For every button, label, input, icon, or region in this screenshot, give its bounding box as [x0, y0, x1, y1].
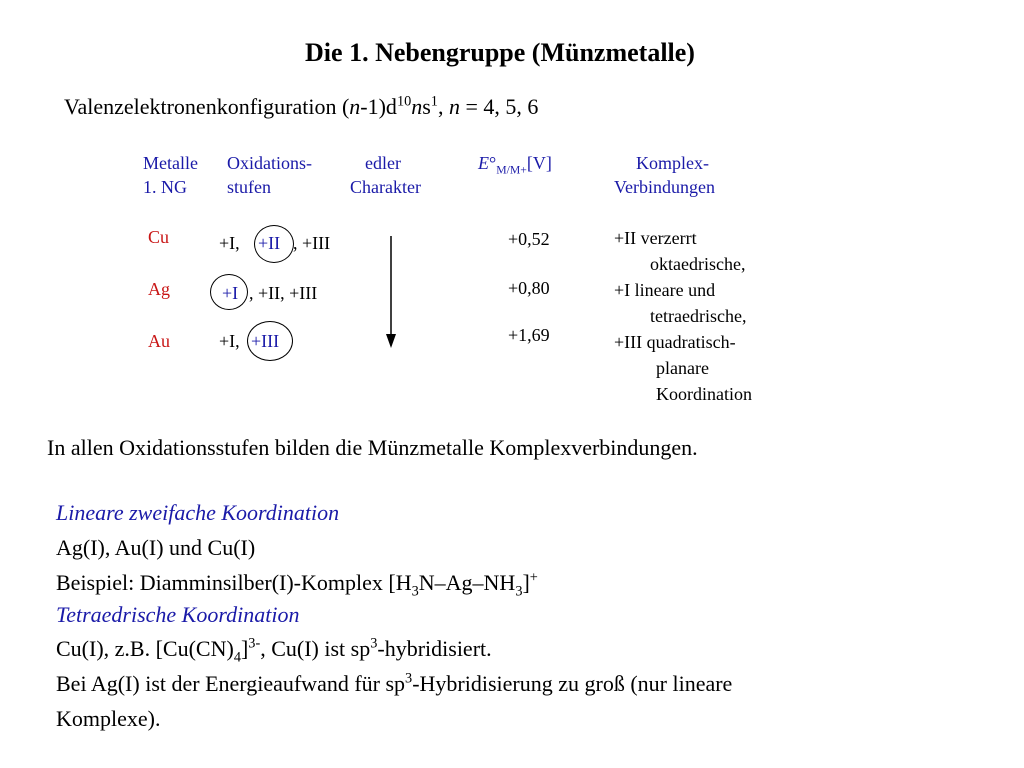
header-edler	[350, 151, 421, 199]
linear-heading: Lineare zweifache Koordination	[56, 500, 340, 525]
valence-sup2: 1	[430, 93, 438, 110]
linear-example	[56, 569, 538, 600]
complex-line-3: +I lineare und	[614, 280, 716, 300]
valence-n3: n	[448, 94, 460, 119]
linear-ex-sup: +	[529, 569, 538, 586]
valence-configuration	[64, 94, 538, 120]
header-potential-e: E	[478, 153, 489, 173]
ox-ag-circled: +I	[222, 283, 239, 303]
potential-ag: +0,80	[508, 278, 550, 298]
statement: In allen Oxidationsstufen bilden die Münzmetalle Komplexverbindungen.	[47, 435, 698, 460]
header-metalle-line2: 1. NG	[143, 177, 187, 197]
valence-n1: n	[349, 94, 361, 119]
header-edler-line2: Charakter	[350, 177, 421, 197]
down-arrow-icon	[382, 234, 402, 350]
header-potential	[478, 151, 552, 175]
linear-ex-close: ]	[522, 570, 530, 595]
linear-ex-sub1: 3	[411, 583, 419, 600]
ox-cu-pre: +I,	[219, 233, 240, 253]
valence-part3: ,	[437, 94, 449, 119]
linear-ex-mid: N–Ag–NH	[418, 570, 516, 595]
valence-part2: s	[422, 94, 431, 119]
ox-ag-post: , +II, +III	[249, 283, 318, 303]
tetra-l1-sub: 4	[233, 649, 241, 666]
valence-sup1: 10	[396, 93, 412, 110]
header-potential-sub: M/M+	[496, 163, 527, 177]
linear-line1: Ag(I), Au(I) und Cu(I)	[56, 535, 256, 560]
ox-cu-post: , +III	[293, 233, 331, 253]
complex-line-4: tetraedrische,	[650, 306, 747, 326]
tetra-heading: Tetraedrische Koordination	[56, 602, 300, 627]
tetra-l1-mid: , Cu(I) ist sp	[260, 636, 371, 661]
ox-cu-circled: +II	[258, 233, 281, 253]
tetra-l1-close: ]	[240, 636, 249, 661]
complex-line-6: planare	[656, 358, 709, 378]
linear-ex-pre: Beispiel: Diamminsilber(I)-Komplex [H	[56, 570, 412, 595]
tetra-l2-post: -Hybridisierung zu groß (nur lineare	[412, 671, 733, 696]
header-metalle-line1: Metalle	[143, 153, 198, 173]
complex-line-7: Koordination	[656, 384, 752, 404]
tetra-l2-pre: Bei Ag(I) ist der Energieaufwand für sp	[56, 671, 406, 696]
tetra-l2-sup: 3	[405, 670, 413, 687]
valence-part1: -1)d	[360, 94, 397, 119]
complex-line-2: oktaedrische,	[650, 254, 746, 274]
header-komplex-line2: Verbindungen	[614, 177, 715, 197]
tetra-l1-sup2: 3	[370, 635, 378, 652]
tetra-line2	[56, 671, 732, 697]
tetra-l1-pre: Cu(I), z.B. [Cu(CN)	[56, 636, 234, 661]
complex-line-1: +II verzerrt	[614, 228, 697, 248]
metal-au: Au	[148, 331, 170, 351]
tetra-line3: Komplexe).	[56, 706, 161, 731]
valence-n2: n	[411, 94, 423, 119]
tetra-line1	[56, 635, 492, 666]
ox-au-circled: +III	[251, 331, 280, 351]
header-oxidation-line2: stufen	[227, 177, 271, 197]
oxidation-circle-ag	[210, 274, 248, 310]
tetra-l1-post: -hybridisiert.	[377, 636, 492, 661]
metal-cu: Cu	[148, 227, 170, 247]
linear-ex-sub2: 3	[515, 583, 523, 600]
tetra-l1-sup: 3-	[248, 635, 261, 652]
header-komplex	[614, 151, 715, 199]
oxidation-circle-au	[247, 321, 293, 361]
valence-prefix: Valenzelektronenkonfiguration (	[64, 94, 350, 119]
potential-cu: +0,52	[508, 229, 550, 249]
header-edler-line1: edler	[365, 153, 401, 173]
oxidation-circle-cu	[254, 225, 294, 263]
metal-ag: Ag	[148, 279, 170, 299]
potential-au: +1,69	[508, 325, 550, 345]
complex-line-5: +III quadratisch-	[614, 332, 736, 352]
header-oxidation-line1: Oxidations-	[227, 153, 312, 173]
header-potential-unit: [V]	[526, 153, 552, 173]
header-potential-deg: °	[489, 153, 497, 173]
complex-column	[614, 225, 752, 407]
header-metalle	[143, 151, 198, 199]
header-komplex-line1: Komplex-	[636, 153, 709, 173]
ox-au-pre: +I,	[219, 331, 240, 351]
page-title: Die 1. Nebengruppe (Münzmetalle)	[305, 38, 695, 67]
valence-part4: = 4, 5, 6	[459, 94, 539, 119]
header-oxidation	[227, 151, 312, 199]
